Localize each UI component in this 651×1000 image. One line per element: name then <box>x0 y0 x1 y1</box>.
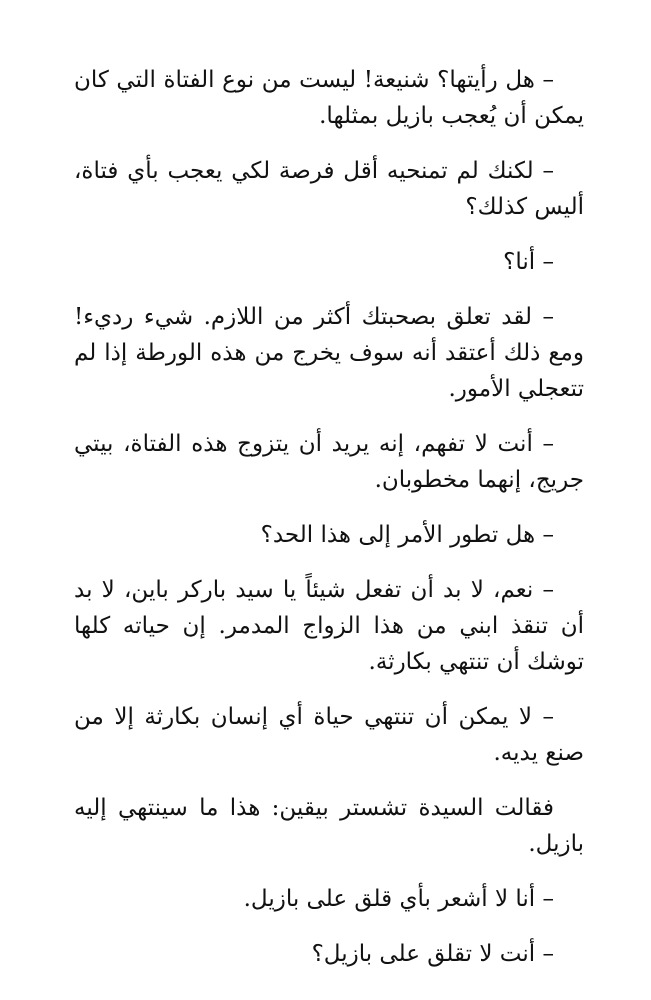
paragraph-1: – هل رأيتها؟ شنيعة! ليست من نوع الفتاة التي كان يمكن أن يُعجب بازيل بمثلها. <box>74 67 584 129</box>
paragraph-7: – نعم، لا بد أن تفعل شيئاً يا سيد باركر باين، لا بد أن تنقذ ابني من هذا الزواج المدمر. إن حياته كلها توشك أن تنتهي بكارثة. <box>74 577 584 675</box>
paragraph-2: – لكنك لم تمنحيه أقل فرصة لكي يعجب بأي فتاة، أليس كذلك؟ <box>74 158 584 220</box>
paragraph-8: – لا يمكن أن تنتهي حياة أي إنسان بكارثة إلا من صنع يديه. <box>74 704 584 766</box>
paragraph-6: – هل تطور الأمر إلى هذا الحد؟ <box>260 522 554 548</box>
book-page <box>74 62 584 991</box>
paragraph-10: – أنا لا أشعر بأي قلق على بازيل. <box>243 886 554 912</box>
paragraph-9: فقالت السيدة تشستر بيقين: هذا ما سينتهي إليه بازيل. <box>74 795 584 857</box>
paragraph-5: – أنت لا تفهم، إنه يريد أن يتزوج هذه الفتاة، بيتي جريج، إنهما مخطوبان. <box>74 431 584 493</box>
paragraph-11: – أنت لا تقلق على بازيل؟ <box>311 941 554 967</box>
paragraph-3: – أنا؟ <box>503 249 554 275</box>
paragraph-4: – لقد تعلق بصحبتك أكثر من اللازم. شيء رديء! ومع ذلك أعتقد أنه سوف يخرج من هذه الورطة إذا لم تتعجلي الأمور. <box>74 304 584 402</box>
